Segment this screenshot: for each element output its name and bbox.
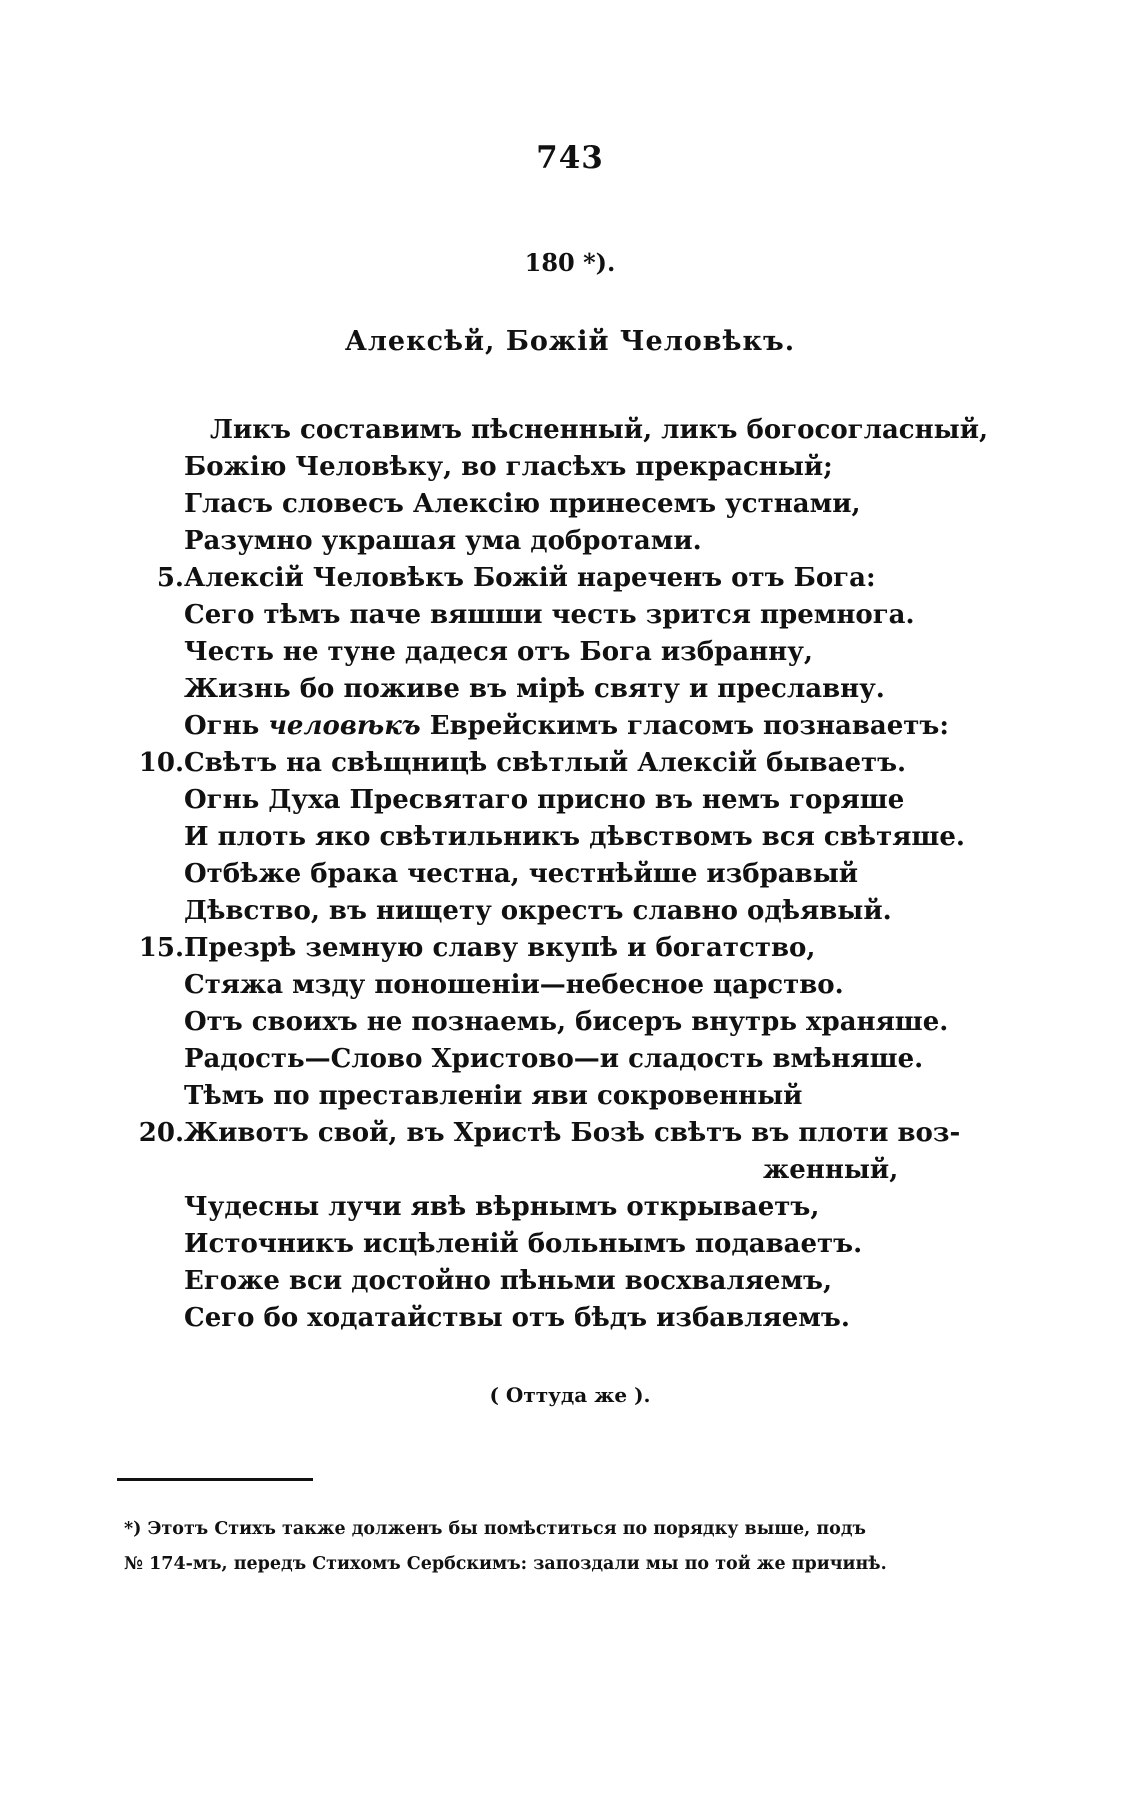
line-text: женный, bbox=[763, 1155, 899, 1185]
line-number: 5. bbox=[156, 563, 184, 593]
line-text bbox=[184, 711, 949, 741]
poem-line bbox=[0, 1192, 1140, 1229]
line-number: 20. bbox=[138, 1118, 184, 1148]
line-text: Огнь Духа Пресвятаго присно въ немъ горяше bbox=[184, 785, 905, 815]
line-text-rest: Еврейскимъ гласомъ познаваетъ: bbox=[429, 711, 949, 741]
poem-line bbox=[0, 452, 1140, 489]
poem-line bbox=[0, 1007, 1140, 1044]
poem-line bbox=[0, 785, 1140, 822]
footnote-line-1: *) Этотъ Стихъ также долженъ бы помѣститься по порядку выше, подъ bbox=[124, 1519, 866, 1539]
poem-line bbox=[0, 415, 1140, 452]
footnote-line-2: № 174-мъ, передъ Стихомъ Сербскимъ: запоздали мы по той же причинѣ. bbox=[124, 1554, 887, 1574]
line-text: Стяжа мзду поношеніи—небесное царство. bbox=[184, 970, 844, 1000]
poem-line bbox=[0, 1266, 1140, 1303]
footnote-divider bbox=[117, 1478, 313, 1481]
poem-line bbox=[0, 637, 1140, 674]
footnote bbox=[124, 1512, 944, 1582]
line-text: Честь не туне дадеся отъ Бога избранну, bbox=[184, 637, 813, 667]
poem-line bbox=[0, 1118, 1140, 1155]
poem-line bbox=[0, 1081, 1140, 1118]
poem-line bbox=[0, 748, 1140, 785]
line-text: Тѣмъ по преставленіи яви сокровенный bbox=[184, 1081, 803, 1111]
poem-line bbox=[0, 674, 1140, 711]
line-text: Животъ свой, въ Христѣ Бозѣ свѣтъ въ плоти воз- bbox=[184, 1118, 961, 1148]
line-text: Свѣтъ на свѣщницѣ свѣтлый Алексій бываетъ. bbox=[184, 748, 907, 778]
line-number: 10. bbox=[138, 748, 184, 778]
poem-line bbox=[0, 1303, 1140, 1340]
source-note: ( Оттуда же ). bbox=[489, 1383, 651, 1407]
poem-number: 180 *). bbox=[524, 248, 616, 277]
line-text: Божію Человѣку, во гласѣхъ прекрасный; bbox=[184, 452, 833, 482]
poem-line bbox=[0, 970, 1140, 1007]
line-text: Сего бо ходатайствы отъ бѣдъ избавляемъ. bbox=[184, 1303, 850, 1333]
line-text: Презрѣ земную славу вкупѣ и богатство, bbox=[184, 933, 816, 963]
line-text: Отбѣже брака честна, честнѣйше избравый bbox=[184, 859, 859, 889]
line-text: Радость—Слово Христово—и сладость вмѣняше. bbox=[184, 1044, 924, 1074]
line-text-italic: человѣкъ bbox=[268, 711, 421, 741]
poem-line bbox=[0, 933, 1140, 970]
poem-line bbox=[0, 822, 1140, 859]
page-number: 743 bbox=[536, 140, 604, 176]
poem-line bbox=[0, 711, 1140, 748]
poem-line bbox=[0, 526, 1140, 563]
poem-line bbox=[0, 1155, 1140, 1192]
line-text: Алексій Человѣкъ Божій нареченъ отъ Бога: bbox=[184, 563, 876, 593]
line-text: Сего тѣмъ паче вяшши честь зрится премнога. bbox=[184, 600, 915, 630]
line-number: 15. bbox=[138, 933, 184, 963]
poem-line bbox=[0, 600, 1140, 637]
line-text-start: Огнь bbox=[184, 711, 260, 741]
line-text: Егоже вси достойно пѣньми восхваляемъ, bbox=[184, 1266, 833, 1296]
line-text: Дѣвство, въ нищету окрестъ славно одѣявый. bbox=[184, 896, 892, 926]
line-text: Чудесны лучи явѣ вѣрнымъ открываетъ, bbox=[184, 1192, 820, 1222]
poem-line bbox=[0, 1044, 1140, 1081]
poem-line bbox=[0, 563, 1140, 600]
poem-line bbox=[0, 1229, 1140, 1266]
line-text: Отъ своихъ не познаемь, бисеръ внутрь храняше. bbox=[184, 1007, 949, 1037]
line-text: Ликъ составимъ пѣсненный, ликъ богосогласный, bbox=[210, 415, 989, 445]
poem-line bbox=[0, 859, 1140, 896]
line-text: Источникъ исцѣленій больнымъ подаваетъ. bbox=[184, 1229, 863, 1259]
poem-line bbox=[0, 896, 1140, 933]
poem-title: Алексѣй, Божій Человѣкъ. bbox=[344, 326, 796, 357]
poem-line bbox=[0, 489, 1140, 526]
line-text: Разумно украшая ума добротами. bbox=[184, 526, 702, 556]
line-text: Гласъ словесъ Алексію принесемъ устнами, bbox=[184, 489, 861, 519]
line-text: И плоть яко свѣтильникъ дѣвствомъ вся свѣтяше. bbox=[184, 822, 965, 852]
line-text: Жизнь бо поживе въ мірѣ святу и преславну. bbox=[184, 674, 885, 704]
